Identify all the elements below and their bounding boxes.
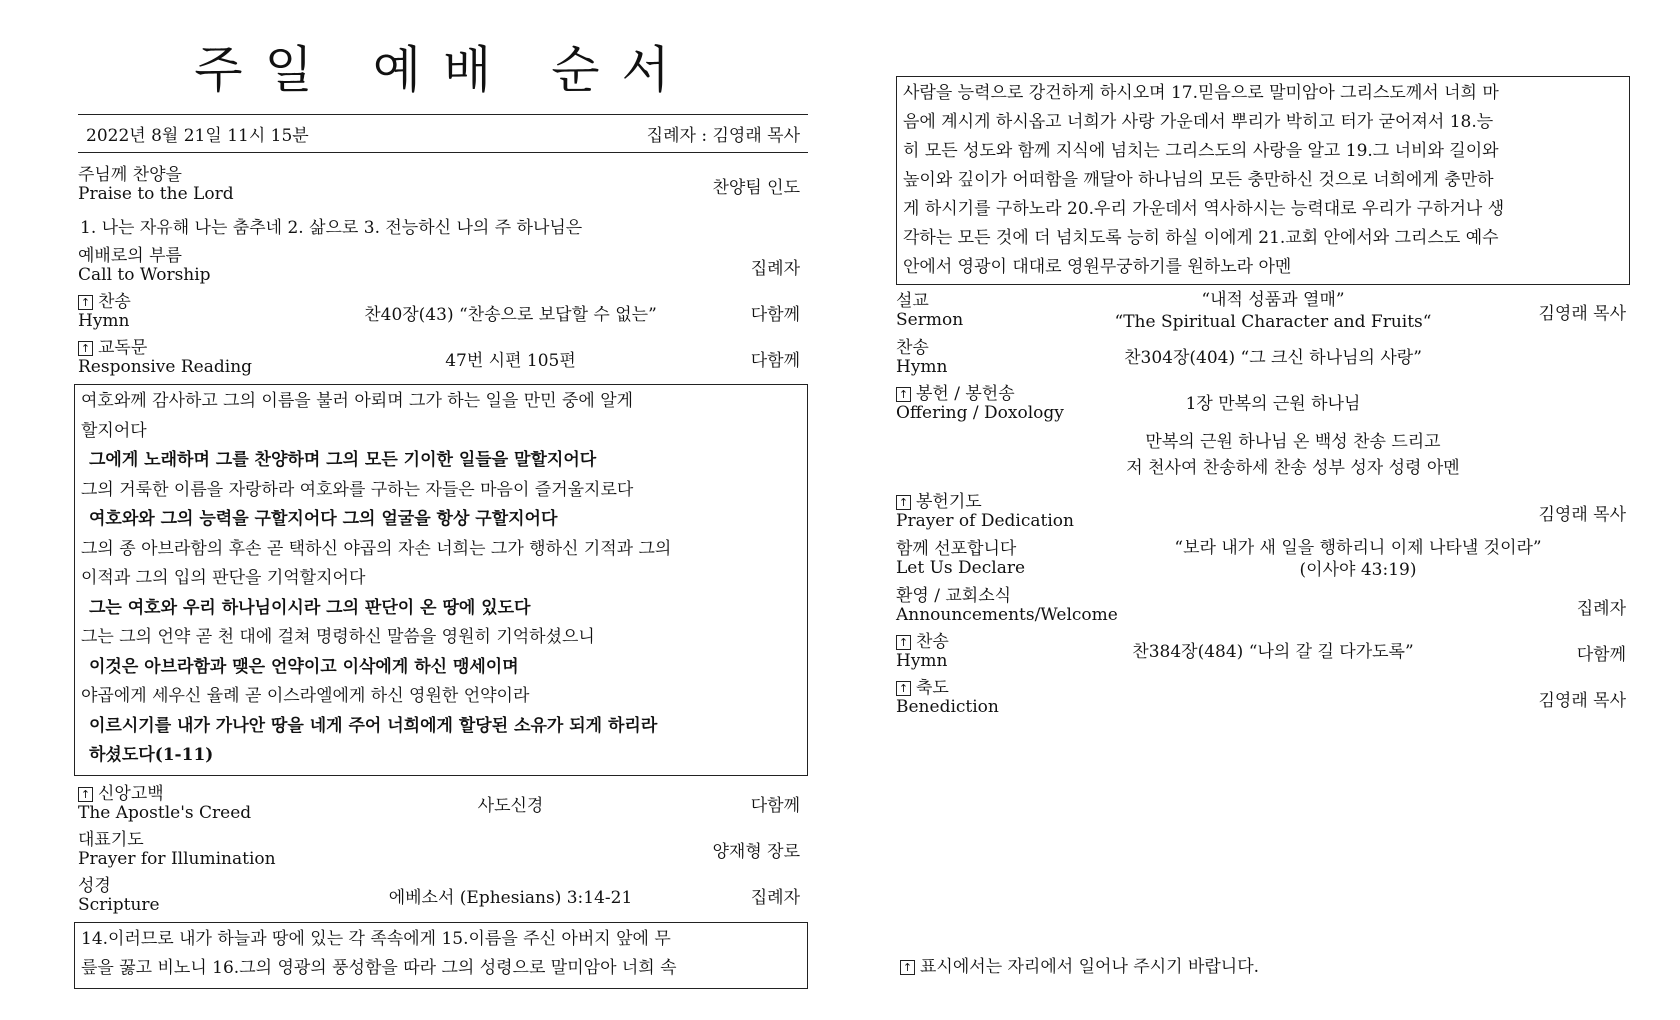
- welcome-en: Announcements/Welcome: [896, 605, 1118, 625]
- scripture-line: 높이와 깊이가 어떠함을 깨달아 하나님의 모든 충만하신 것으로 너희에게 충만하: [903, 170, 1494, 190]
- scripture-line: 릎을 꿇고 비노니 16.그의 영광의 풍성함을 따라 그의 성령으로 말미암아 너희 속: [81, 958, 677, 978]
- scripture-title: 에베소서 (Ephesians) 3:14-21: [388, 888, 633, 908]
- service-date: 2022년 8월 21일 11시 15분: [86, 126, 309, 146]
- reading-line: 그는 그의 언약 곧 천 대에 걸쳐 명령하신 말씀을 영원히 기억하셨으니: [81, 627, 595, 647]
- sermon-title-ko: “내적 성품과 열매”: [1201, 290, 1345, 310]
- declare-ko: 함께 선포합니다: [896, 539, 1017, 559]
- stand-icon: ↑: [78, 295, 93, 310]
- stand-icon: ↑: [896, 681, 911, 696]
- hymn1-en: Hymn: [78, 311, 130, 331]
- scripture-line: 안에서 영광이 대대로 영원무궁하기를 원하노라 아멘: [903, 257, 1292, 277]
- stand-icon: ↑: [78, 787, 93, 802]
- order-benediction: [896, 677, 1630, 719]
- scripture-line: 게 하시기를 구하노라 20.우리 가운데서 역사하시는 능력대로 우리가 구하거나 생: [903, 199, 1505, 219]
- scripture-leader: 집례자: [750, 888, 800, 908]
- date-bar: [78, 114, 808, 153]
- doxology-lyrics: [956, 429, 1630, 481]
- presider: 집례자 : 김영래 목사: [646, 126, 800, 146]
- hymn1-title: 찬40장(43) “찬송으로 보답할 수 없는”: [364, 304, 657, 325]
- doxology-line: 저 천사여 찬송하세 찬송 성부 성자 성령 아멘: [1126, 458, 1460, 478]
- dedication-leader: 김영래 목사: [1538, 504, 1626, 525]
- declare-verse: “보라 내가 새 일을 행하리니 이제 나타낼 것이라”: [1174, 538, 1542, 558]
- hymn3-leader: 다함께: [1576, 644, 1626, 665]
- reading-line: 이적과 그의 입의 판단을 기억할지어다: [81, 568, 366, 588]
- left-column: [78, 30, 808, 995]
- order-prayer: [78, 828, 808, 872]
- order-hymn-1: [78, 290, 808, 334]
- order-praise: [78, 163, 808, 207]
- stand-icon: ↑: [78, 341, 93, 356]
- creed-ko: 신앙고백: [98, 783, 164, 804]
- reading-line: 그는 여호와 우리 하나님이시라 그의 판단이 온 땅에 있도다: [89, 597, 531, 618]
- call-ko: 예배로의 부름: [78, 246, 182, 266]
- offering-en: Offering / Doxology: [896, 403, 1064, 423]
- welcome-leader: 집례자: [1576, 598, 1626, 619]
- declare-reference: (이사야 43:19): [1299, 560, 1417, 580]
- scripture-line: 사람을 능력으로 강건하게 하시오며 17.믿음으로 말미암아 그리스도께서 너희 마: [903, 83, 1499, 103]
- reading-line: 여호와와 그의 능력을 구할지어다 그의 얼굴을 항상 구할지어다: [89, 509, 558, 529]
- page-title: 주일 예배 순서: [194, 41, 692, 99]
- call-en: Call to Worship: [78, 265, 211, 285]
- scripture-line: 히 모든 성도와 함께 지식에 넘치는 그리스도의 사랑을 알고 19.그 너비와 길이와: [903, 141, 1499, 161]
- reading-en: Responsive Reading: [78, 357, 253, 377]
- scripture-line: 14.이러므로 내가 하늘과 땅에 있는 각 족속에게 15.이름을 주신 아버지 앞에 무: [81, 928, 671, 949]
- offering-title: 1장 만복의 근원 하나님: [1185, 394, 1361, 414]
- prayer-en: Prayer for Illumination: [78, 848, 276, 869]
- sermon-en: Sermon: [896, 310, 964, 330]
- sermon-preacher: 김영래 목사: [1538, 303, 1626, 324]
- order-call: [78, 244, 808, 288]
- praise-en: Praise to the Lord: [78, 184, 234, 204]
- reading-line: 야곱에게 세우신 율례 곧 이스라엘에게 하신 영원한 언약이라: [81, 686, 530, 706]
- scripture-ko: 성경: [78, 875, 111, 896]
- order-sermon: [896, 289, 1630, 333]
- hymn2-en: Hymn: [896, 357, 948, 377]
- reading-line: 그의 종 아브라함의 후손 곧 택하신 야곱의 자손 너희는 그가 행하신 기적과 그의: [81, 538, 672, 559]
- reading-leader: 다함께: [750, 350, 800, 371]
- hymn1-ko: 찬송: [98, 292, 131, 312]
- stand-icon: ↑: [896, 387, 911, 402]
- doxology-line: 만복의 근원 하나님 온 백성 찬송 드리고: [1145, 432, 1441, 452]
- reading-line: 이르시기를 내가 가나안 땅을 네게 주어 너희에게 할당된 소유가 되게 하리라: [89, 715, 658, 736]
- order-hymn-3: [896, 631, 1630, 673]
- hymn2-title: 찬304장(404) “그 크신 하나님의 사랑”: [1124, 348, 1422, 368]
- reading-line: 하셨도다(1-11): [89, 745, 214, 765]
- scripture-line: 음에 계시게 하시옵고 너희가 사랑 가운데서 뿌리가 박히고 터가 굳어져서 18.능: [903, 112, 1494, 132]
- order-creed: [78, 782, 808, 826]
- dedication-ko: 봉헌기도: [916, 492, 982, 512]
- order-offering: [896, 383, 1630, 425]
- scripture-en: Scripture: [78, 894, 160, 915]
- stand-icon: ↑: [896, 495, 911, 510]
- benediction-leader: 김영래 목사: [1538, 690, 1626, 711]
- reading-line: 할지어다: [81, 420, 147, 441]
- reading-line: 이것은 아브라함과 맺은 언약이고 이삭에게 하신 맹세이며: [89, 656, 519, 677]
- scripture-box: [74, 922, 808, 989]
- dedication-en: Prayer of Dedication: [896, 511, 1074, 531]
- order-scripture: [78, 874, 808, 918]
- creed-title: 사도신경: [477, 796, 544, 816]
- stand-icon: ↑: [900, 960, 915, 975]
- footnote-text: 표시에서는 자리에서 일어나 주시기 바랍니다.: [920, 957, 1260, 977]
- praise-songs: 1. 나는 자유해 나는 춤추네 2. 삶으로 3. 전능하신 나의 주 하나님은: [80, 218, 583, 238]
- scripture-continued-box: [896, 76, 1630, 285]
- order-declare: [896, 537, 1630, 581]
- prayer-ko: 대표기도: [78, 829, 144, 850]
- praise-leader: 찬양팀 인도: [712, 177, 800, 198]
- reading-line: 그에게 노래하며 그를 찬양하며 그의 모든 기이한 일들을 말할지어다: [89, 450, 597, 470]
- sermon-ko: 설교: [896, 291, 929, 311]
- right-column: [896, 76, 1630, 723]
- reading-line: 그의 거룩한 이름을 자랑하라 여호와를 구하는 자들은 마음이 즐거울지로다: [81, 479, 634, 500]
- declare-en: Let Us Declare: [896, 558, 1026, 578]
- creed-en: The Apostle's Creed: [78, 802, 252, 823]
- creed-leader: 다함께: [750, 796, 800, 816]
- stand-icon: ↑: [896, 635, 911, 650]
- offering-ko: 봉헌 / 봉헌송: [916, 384, 1015, 404]
- benediction-ko: 축도: [916, 678, 949, 698]
- order-hymn-2: [896, 337, 1630, 379]
- hymn3-ko: 찬송: [916, 632, 949, 652]
- hymn3-title: 찬384장(484) “나의 갈 길 다가도록”: [1132, 642, 1414, 662]
- hymn3-en: Hymn: [896, 651, 948, 671]
- sermon-title-en: “The Spiritual Character and Fruits“: [1114, 312, 1432, 332]
- call-leader: 집례자: [750, 258, 800, 279]
- hymn2-ko: 찬송: [896, 338, 929, 358]
- reading-ko: 교독문: [98, 338, 148, 358]
- welcome-ko: 환영 / 교회소식: [896, 586, 1012, 606]
- reading-line: 여호와께 감사하고 그의 이름을 불러 아뢰며 그가 하는 일을 만민 중에 알게: [81, 391, 634, 411]
- order-reading: [78, 336, 808, 380]
- hymn1-leader: 다함께: [750, 304, 800, 325]
- reading-title: 47번 시편 105편: [445, 350, 576, 371]
- order-dedication: [896, 491, 1630, 533]
- praise-ko: 주님께 찬양을: [78, 165, 182, 185]
- responsive-reading-box: [74, 384, 808, 776]
- scripture-line: 각하는 모든 것에 더 넘치도록 능히 하실 이에게 21.교회 안에서와 그리스도 예수: [903, 228, 1499, 248]
- benediction-en: Benediction: [896, 697, 999, 717]
- order-welcome: [896, 585, 1630, 627]
- standing-footnote: [900, 952, 1259, 977]
- prayer-leader: 양재형 장로: [712, 842, 800, 862]
